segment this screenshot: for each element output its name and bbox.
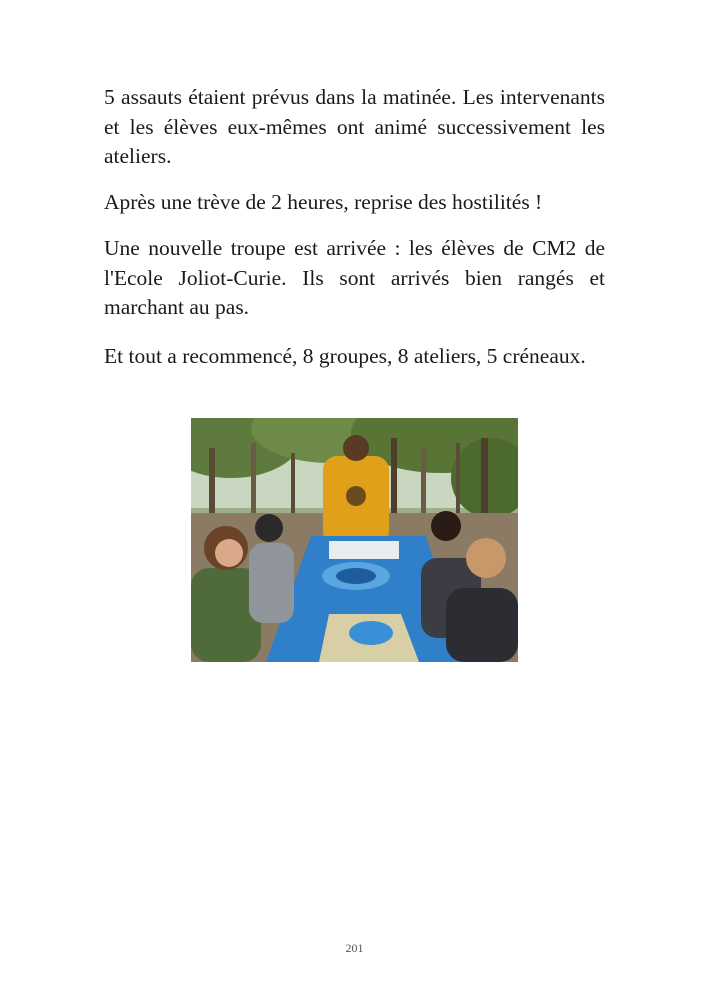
page-number: 201 <box>345 941 364 955</box>
paragraph-4: Et tout a recommencé, 8 groupes, 8 ateliers, 5 créneaux. <box>104 344 586 368</box>
photo-board-game-outdoors <box>191 418 518 662</box>
paragraph-3: Une nouvelle troupe est arrivée : les élèves de CM2 de l'Ecole Joliot-Curie. Ils sont arrivés bien rangés et marchant au pas. <box>104 236 605 319</box>
paragraph-1: 5 assauts étaient prévus dans la matinée. Les intervenants et les élèves eux-mêmes ont animé successivement les ateliers. <box>104 85 605 168</box>
paragraph-2: Après une trève de 2 heures, reprise des hostilités ! <box>104 190 543 214</box>
